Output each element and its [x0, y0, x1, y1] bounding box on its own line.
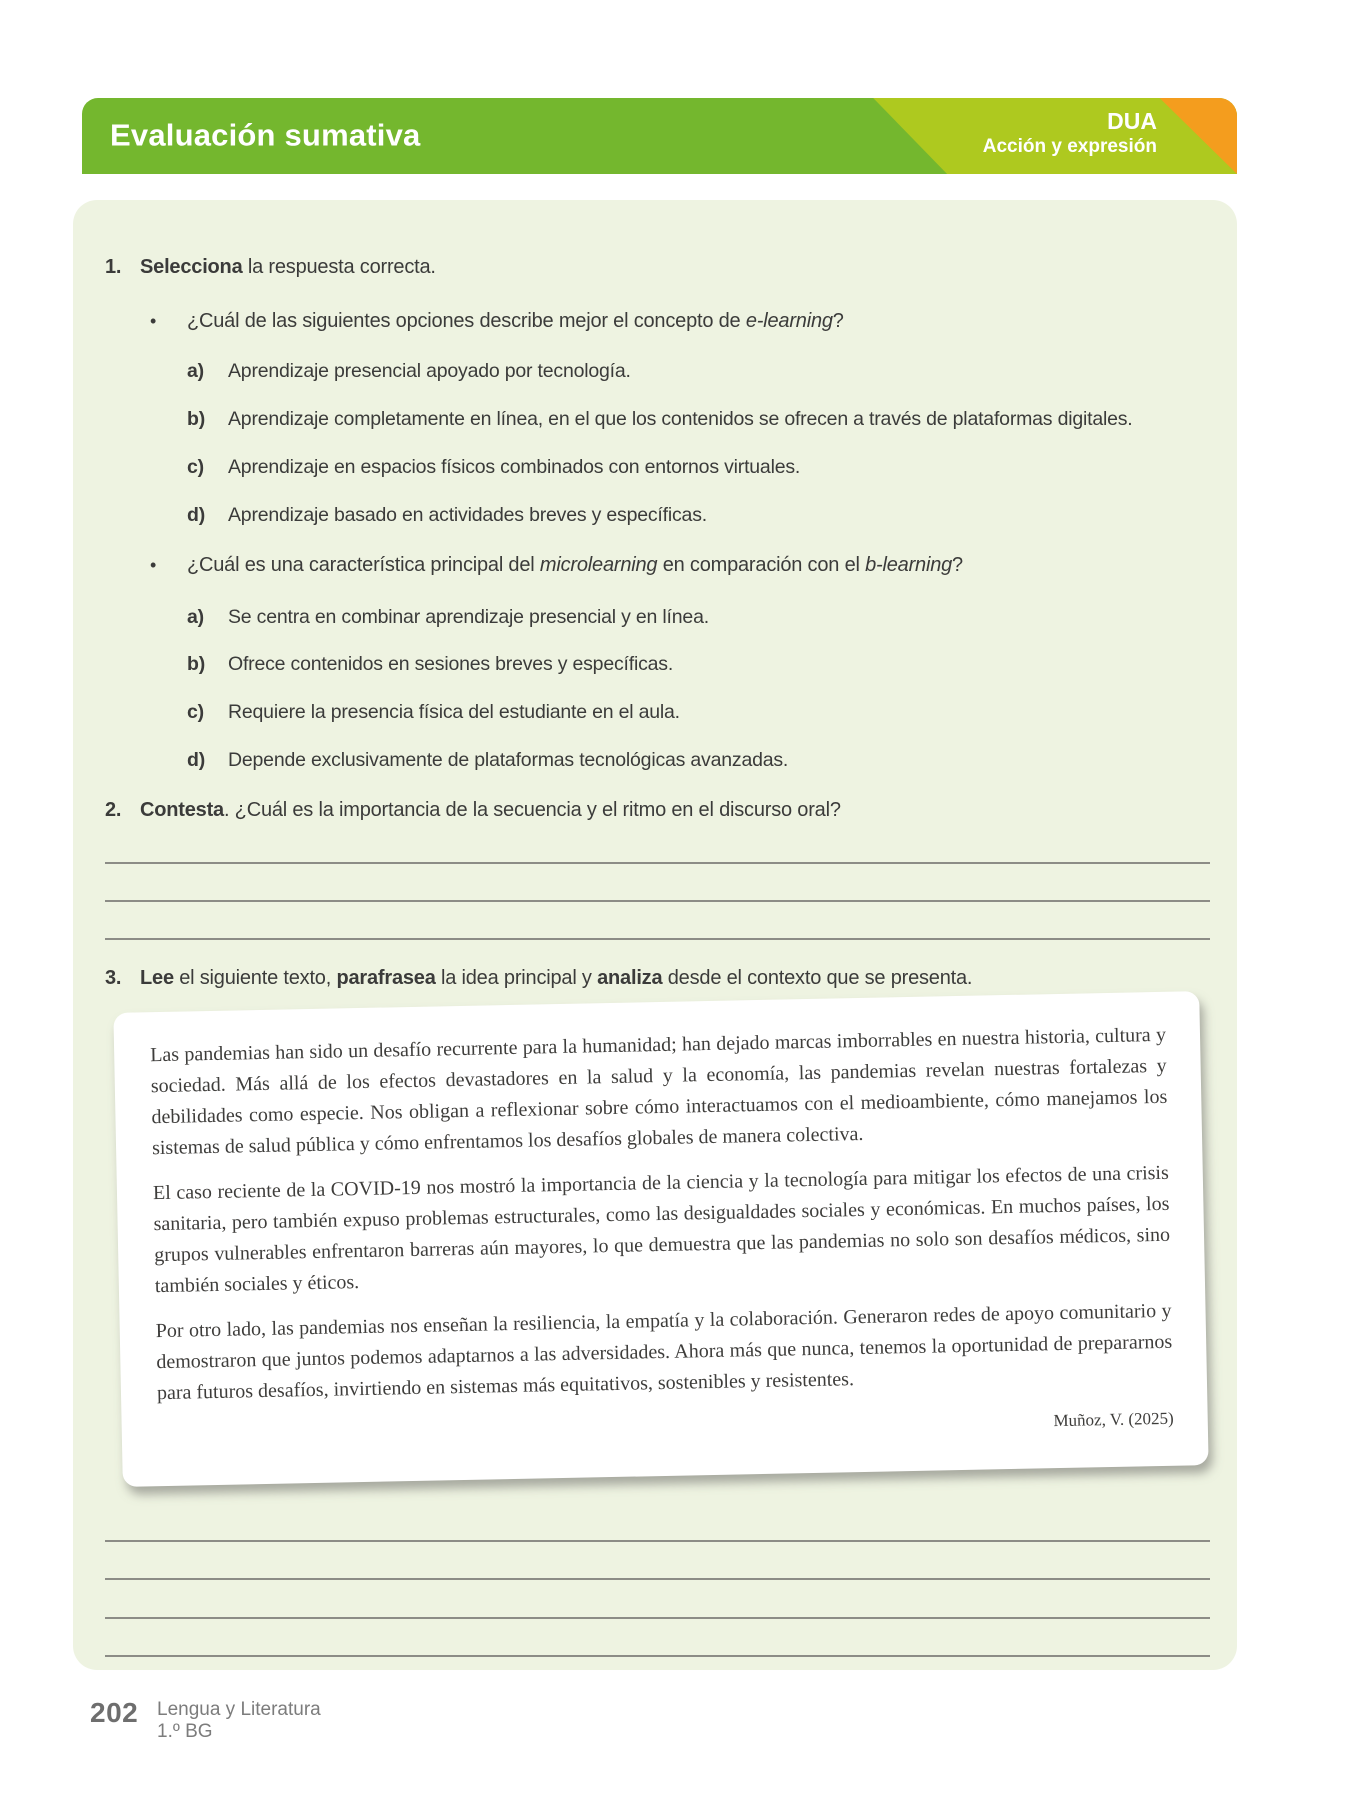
- answer-line: [105, 862, 1210, 864]
- option-item: [187, 360, 631, 383]
- question-verb: Lee: [140, 967, 174, 989]
- question-number: 3.: [105, 967, 122, 989]
- option-text: Depende exclusivamente de plataformas tecnológicas avanzadas.: [228, 749, 789, 771]
- option-item: [187, 701, 680, 724]
- option-letter: c): [187, 456, 204, 478]
- option-item: [187, 606, 709, 629]
- option-text: Aprendizaje en espacios físicos combinados con entornos virtuales.: [228, 456, 801, 478]
- question-verb: analiza: [597, 967, 663, 989]
- reading-card: [113, 991, 1208, 1487]
- option-letter: b): [187, 408, 206, 430]
- bullet-icon: •: [150, 311, 157, 331]
- question-verb: parafrasea: [336, 967, 436, 989]
- bullet-text: ¿Cuál de las siguientes opciones describe mejor el concepto de: [187, 310, 746, 332]
- section-header-banner: [82, 98, 1237, 174]
- option-letter: b): [187, 653, 206, 675]
- option-text: Aprendizaje completamente en línea, en el que los contenidos se ofrecen a través de plataformas digitales.: [228, 408, 1133, 430]
- answer-line: [105, 1578, 1210, 1580]
- dua-badge-subtitle: Acción y expresión: [982, 136, 1157, 158]
- answer-line: [105, 900, 1210, 902]
- bullet-icon: •: [150, 555, 157, 575]
- question-1-heading: [105, 256, 436, 279]
- option-text: Ofrece contenidos en sesiones breves y específicas.: [228, 653, 674, 675]
- footer-grade: 1.º BG: [157, 1721, 213, 1742]
- option-letter: a): [187, 360, 204, 382]
- question-2-heading: [105, 799, 841, 822]
- answer-line: [105, 938, 1210, 940]
- answer-line: [105, 1655, 1210, 1657]
- page-title: Evaluación sumativa: [110, 117, 421, 153]
- option-text: Requiere la presencia física del estudiante en el aula.: [228, 701, 680, 723]
- bullet-text: ?: [832, 310, 844, 332]
- bullet-text: ¿Cuál es una característica principal del: [187, 554, 540, 576]
- question-text: desde el contexto que se presenta.: [662, 967, 973, 989]
- passage-paragraph-3: Por otro lado, las pandemias nos enseñan la resiliencia, la empatía y la colaboración. Generaron redes de apoyo comunitario y demostraron que juntos podemos adaptarnos a las adversidades. Ahora más que nunca, tenemos la oportunidad de prepararnos para futuros desafíos, invirtiendo en sistemas más equitativos, sostenibles y resistentes.: [155, 1299, 1173, 1405]
- footer-text: [157, 1699, 321, 1743]
- answer-line: [105, 1617, 1210, 1619]
- question-verb: Contesta: [140, 799, 224, 821]
- dua-badge: [983, 107, 1157, 158]
- option-letter: d): [187, 749, 206, 771]
- footer-subject: Lengua y Literatura: [157, 1699, 321, 1720]
- question-text: el siguiente texto,: [173, 967, 337, 989]
- question-3-heading: [105, 967, 972, 990]
- bullet-question-2: [150, 554, 963, 577]
- bullet-question-1: [150, 310, 844, 333]
- option-item: [187, 408, 1133, 431]
- option-item: [187, 456, 800, 479]
- option-item: [187, 504, 707, 527]
- option-item: [187, 749, 788, 772]
- passage-paragraph-1: Las pandemias han sido un desafío recurrente para la humanidad; han dejado marcas imborrables en nuestra historia, cultura y sociedad. Más allá de los efectos devastadores en la salud y la economía, las pandemias revelan nuestras fortalezas y debilidades como especie. Nos obligan a reflexionar sobre cómo interactuamos con el medioambiente, cómo manejamos los sistemas de salud pública y cómo enfrentamos los desafíos globales de manera colectiva.: [149, 1023, 1168, 1160]
- question-text: . ¿Cuál es la importancia de la secuencia y el ritmo en el discurso oral?: [223, 799, 841, 821]
- option-letter: c): [187, 701, 204, 723]
- bullet-text: en comparación con el: [657, 554, 866, 576]
- dua-badge-title: DUA: [1107, 108, 1157, 134]
- question-text: la respuesta correcta.: [242, 256, 436, 278]
- option-text: Aprendizaje presencial apoyado por tecnología.: [228, 360, 631, 382]
- passage-paragraph-2: El caso reciente de la COVID-19 nos mostró la importancia de la ciencia y la tecnología para mitigar los efectos de una crisis sanitaria, pero también expuso problemas estructurales, como las desigualdades sociales y económicas. En muchos países, los grupos vulnerables enfrentaron barreras aún mayores, lo que demuestra que las pandemias no solo son desafíos médicos, sino también sociales y éticos.: [152, 1161, 1171, 1298]
- bullet-text-italic: microlearning: [539, 554, 658, 576]
- question-number: 2.: [105, 799, 122, 821]
- bullet-text-italic: e-learning: [745, 310, 833, 332]
- bullet-text-italic: b-learning: [865, 554, 953, 576]
- question-number: 1.: [105, 256, 122, 278]
- passage-citation: Muñoz, V. (2025): [1053, 1408, 1174, 1431]
- question-verb: Selecciona: [140, 256, 243, 278]
- option-item: [187, 653, 673, 676]
- option-letter: d): [187, 504, 206, 526]
- option-text: Se centra en combinar aprendizaje presencial y en línea.: [228, 606, 709, 628]
- page-number: 202: [90, 1697, 139, 1728]
- question-text: la idea principal y: [435, 967, 598, 989]
- option-letter: a): [187, 606, 204, 628]
- option-text: Aprendizaje basado en actividades breves y específicas.: [228, 504, 707, 526]
- answer-line: [105, 1540, 1210, 1542]
- bullet-text: ?: [952, 554, 963, 576]
